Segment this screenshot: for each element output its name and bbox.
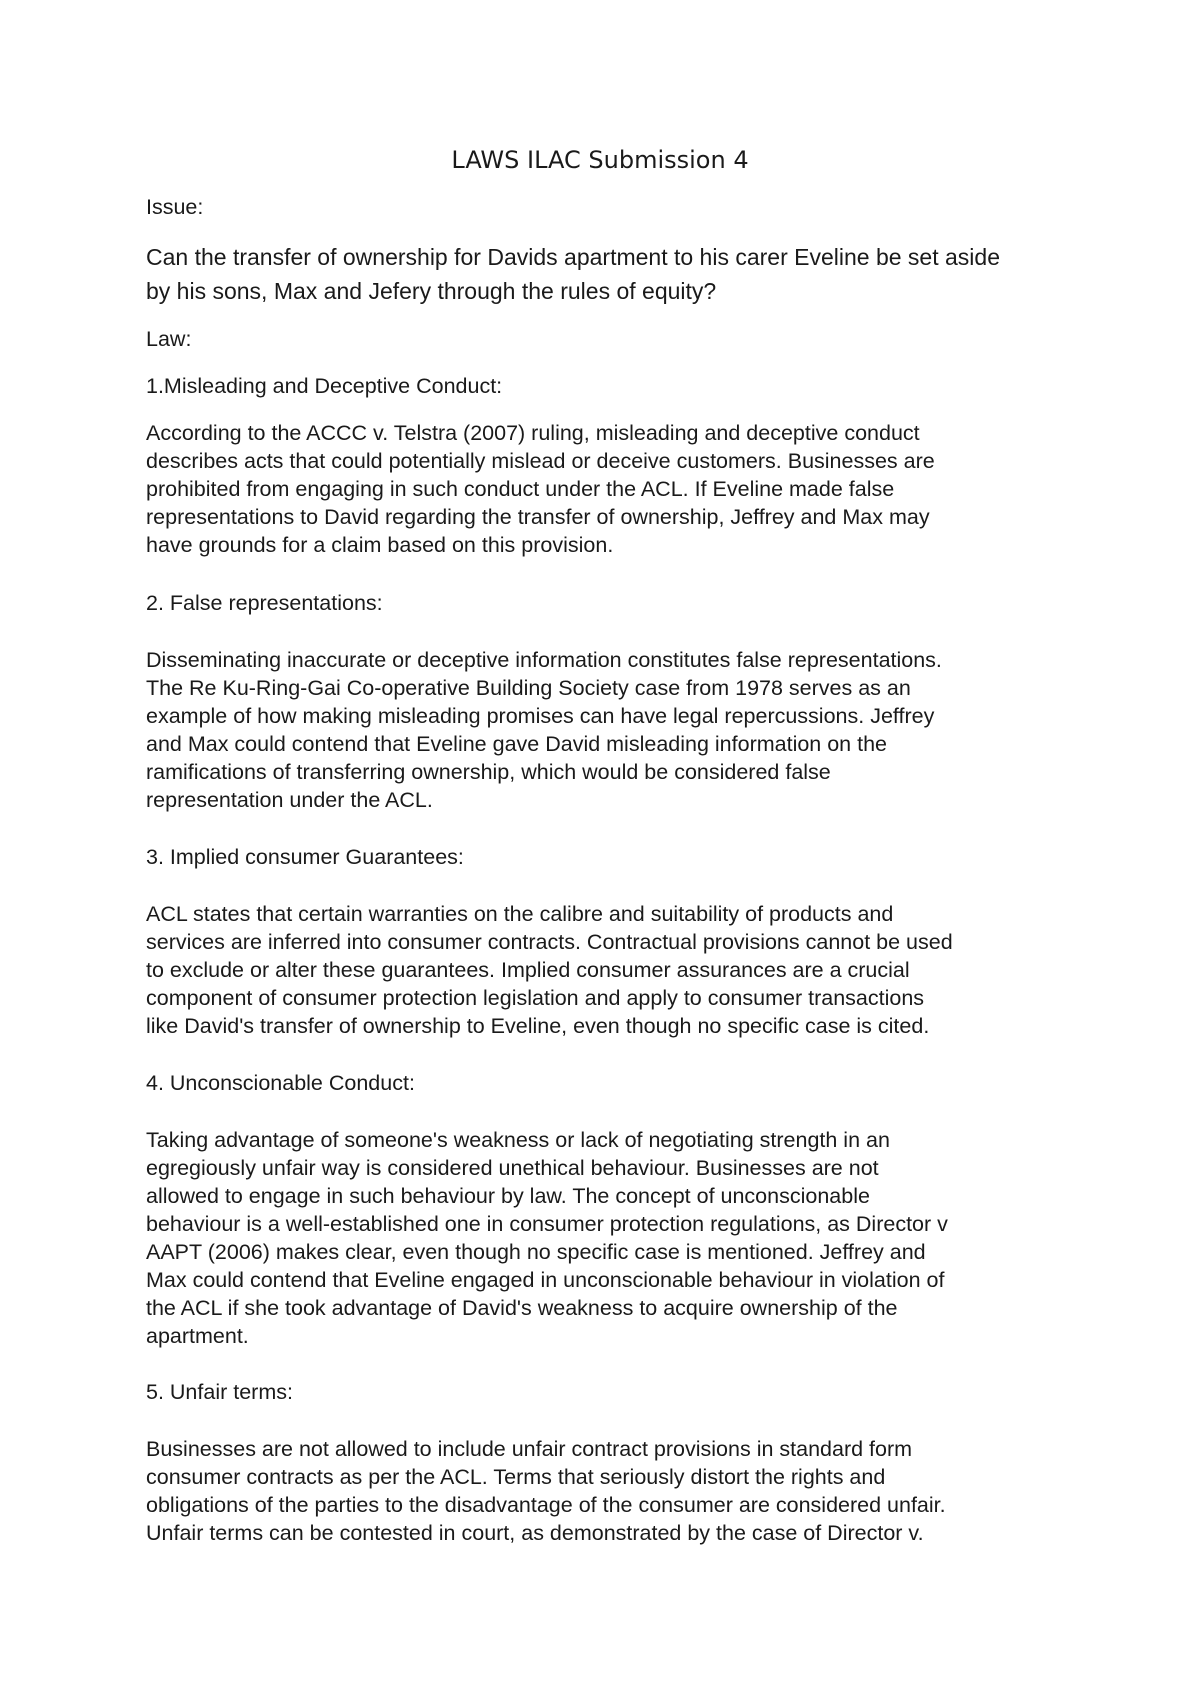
section-body: Disseminating inaccurate or deceptive information constitutes false representations. The Re Ku-Ring-Gai Co-operative Building Society case from 1978 serves as an example of how making misleading promises can have legal repercussions. Jeffrey and Max could contend that Eveline gave David misleading information on the ramifications of transferring ownership, which would be considered false representation under the ACL. xyxy=(146,648,942,812)
issue-heading: Issue: xyxy=(146,195,204,219)
section-heading: 5. Unfair terms: xyxy=(146,1380,293,1404)
document-title: LAWS ILAC Submission 4 xyxy=(451,146,749,174)
section-heading: 2. False representations: xyxy=(146,591,383,615)
issue-text: Can the transfer of ownership for Davids apartment to his carer Eveline be set aside by his sons, Max and Jefery through the rules of equity? xyxy=(146,244,1000,304)
section-heading: 1.Misleading and Deceptive Conduct: xyxy=(146,374,503,398)
section-body: According to the ACCC v. Telstra (2007) ruling, misleading and deceptive conduct describes acts that could potentially mislead or deceive customers. Businesses are prohibited from engaging in such conduct under the ACL. If Eveline made false representations to David regarding the transfer of ownership, Jeffrey and Max may have grounds for a claim based on this provision. xyxy=(146,421,935,557)
section-body: Taking advantage of someone's weakness or lack of negotiating strength in an egregiously unfair way is considered unethical behaviour. Businesses are not allowed to engage in such behaviour by law. The concept of unconscionable behaviour is a well-established one in consumer protection regulations, as Director v AAPT (2006) makes clear, even though no specific case is mentioned. Jeffrey and Max could contend that Eveline engaged in unconscionable behaviour in violation of the ACL if she took advantage of David's weakness to acquire ownership of the apartment. xyxy=(146,1128,948,1348)
section-heading: 4. Unconscionable Conduct: xyxy=(146,1071,415,1095)
section-body: Businesses are not allowed to include unfair contract provisions in standard form consumer contracts as per the ACL. Terms that seriously distort the rights and obligations of the parties to the disadvantage of the consumer are considered unfair. Unfair terms can be contested in court, as demonstrated by the case of Director v. xyxy=(146,1437,946,1545)
law-heading: Law: xyxy=(146,327,192,351)
section-heading: 3. Implied consumer Guarantees: xyxy=(146,845,464,869)
section-body: ACL states that certain warranties on the calibre and suitability of products and services are inferred into consumer contracts. Contractual provisions cannot be used to exclude or alter these guarantees. Implied consumer assurances are a crucial component of consumer protection legislation and apply to consumer transactions like David's transfer of ownership to Eveline, even though no specific case is cited. xyxy=(146,902,953,1038)
